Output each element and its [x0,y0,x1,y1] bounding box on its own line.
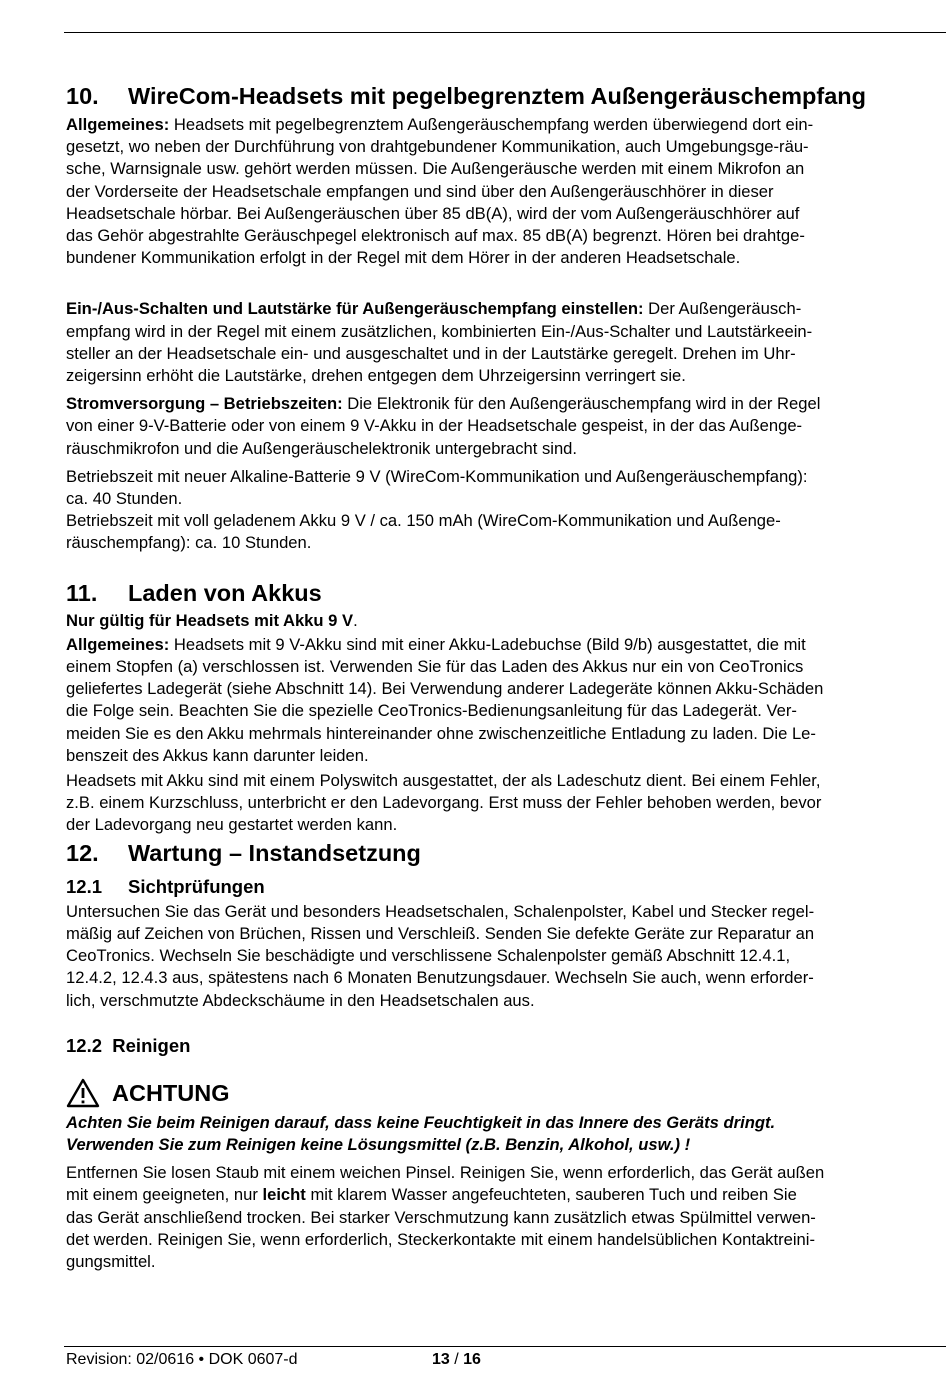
warning-header [66,1078,944,1108]
section-12-1-heading: 12.1 Sichtprüfungen [66,875,265,897]
section-10-power-paragraph: Stromversorgung – Betriebszeiten: Die Elektronik für den Außengeräuschempfang wird in der Regel von einer 9-V-Batterie oder von einem 9 V-Akku in der Headsetschale gespeist, in der das Außenge- räuschmikrofon und die Außengeräuschelektronik untergebracht sind. [66,394,821,458]
section-11-polyswitch-paragraph: Headsets mit Akku sind mit einem Polyswitch ausgestattet, der als Ladeschutz dient. Bei einem Fehler, z.B. einem Kurzschluss, unterbricht er den Ladevorgang. Erst muss der Fehler behoben werden, bevor der Ladevorgang neu gestartet werden kann. [66,771,822,835]
warning-text: Achten Sie beim Reinigen darauf, dass keine Feuchtigkeit in das Innere des Geräts dringt. Verwenden Sie zum Reinigen keine Lösungsmittel (z.B. Benzin, Alkohol, usw.) ! [66,1112,776,1154]
header-rule [64,32,946,33]
footer-page-number: 13 / 16 [432,1351,481,1368]
section-10-general-paragraph: Allgemeines: Headsets mit pegelbegrenztem Außengeräuschempfang werden überwiegend dort ein- gesetzt, wo neben der Durchführung von drahtgebundener Kommunikation, auch Umgebungsge-räu- sche, Warnsignale usw. gehört werden müssen. Die Außengeräusche werden mit einem Mikrofon an der Vorderseite der Headsetschale empfangen und sind über den Außengeräuschhörer in dieser Headsetschale hörbar. Bei Außengeräuschen über 85 dB(A), wird der vom Außengeräuschhörer auf das Gehör abgestrahlte Geräuschpegel elektronisch auf max. 85 dB(A) begrenzt. Hören bei drahtge- bundener Kommunikation erfolgt in der Regel mit dem Hörer in der anderen Headsetschale. [66,115,814,268]
section-12-1-paragraph: Untersuchen Sie das Gerät und besonders Headsetschalen, Schalenpolster, Kabel und Stecker regel- mäßig auf Zeichen von Brüchen, Rissen und Verschleiß. Senden Sie defekte Geräte zur Reparatur an CeoTronics. Wechseln Sie beschädigte und verschlissene Schalenpolster gemäß Abschnitt 12.4.1, 12.4.2, 12.4.3 aus, spätestens nach 6 Monaten Benutzungsdauer. Wechseln Sie auch, wenn erforder- lich, verschmutzte Abdeckschäume in den Headsetschalen aus. [66,901,815,1010]
footer-rule [64,1346,946,1347]
warning-title: ACHTUNG [112,1079,230,1106]
warning-triangle-icon [66,1078,100,1108]
section-10-heading: 10. WireCom-Headsets mit pegelbegrenztem Außengeräuschempfang [66,83,867,109]
section-11-note: Nur gültig für Headsets mit Akku 9 V. [66,610,358,630]
section-11-heading: 11. Laden von Akkus [66,579,322,606]
section-10-runtime-paragraph: Betriebszeit mit neuer Alkaline-Batterie 9 V (WireCom-Kommunikation und Außengeräuschempfang): ca. 40 Stunden. Betriebszeit mit voll geladenem Akku 9 V / ca. 150 mAh (WireCom-Kommunikation und Außenge- räuschempfang): ca. 10 Stunden. [66,466,808,553]
section-12-heading: 12. Wartung – Instandsetzung [66,839,421,866]
section-12-2-paragraph: Entfernen Sie losen Staub mit einem weichen Pinsel. Reinigen Sie, wenn erforderlich, das Gerät außen mit einem geeigneten, nur leicht mit klarem Wasser angefeuchteten, sauberen Tuch und reiben Sie das Gerät anschließend trocken. Bei starker Verschmutzung kann zusätzlich etwas Spülmittel verwen- det werden. Reinigen Sie, wenn erforderlich, Steckerkontakte mit einem handelsüblichen Kontaktreini- gungsmittel. [66,1163,825,1271]
page-content [66,82,944,1273]
section-10-switch-paragraph: Ein-/Aus-Schalten und Lautstärke für Außengeräuschempfang einstellen: Der Außengeräusch- empfang wird in der Regel mit einem zusätzlichen, kombinierten Ein-/Aus-Schalter und Lautstärkeein- steller an der Headsetschale ein- und ausgeschaltet und in der Lautstärke geregelt. Drehen im Uhr- zeigersinn erhöht die Lautstärke, drehen entgegen dem Uhrzeigersinn verringert sie. [66,299,813,386]
footer-revision: Revision: 02/0616 • DOK 0607-d [66,1351,298,1368]
section-12-2-heading: 12.2 Reinigen [66,1034,191,1056]
section-11-general-paragraph: Allgemeines: Headsets mit 9 V-Akku sind mit einer Akku-Ladebuchse (Bild 9/b) ausgestattet, die mit einem Stopfen (a) verschlossen ist. Verwenden Sie für das Laden des Akkus nur ein von CeoTronics geliefertes Ladegerät (siehe Abschnitt 14). Bei Verwendung anderer Ladegeräte können Akku-Schäden die Folge sein. Beachten Sie die spezielle CeoTronics-Bedienungsanleitung für das Ladegerät. Ver- meiden Sie es den Akku mehrmals hintereinander ohne zwischenzeitliche Entladung zu laden. Die Le- benszeit des Akkus kann darunter leiden. [66,634,824,765]
